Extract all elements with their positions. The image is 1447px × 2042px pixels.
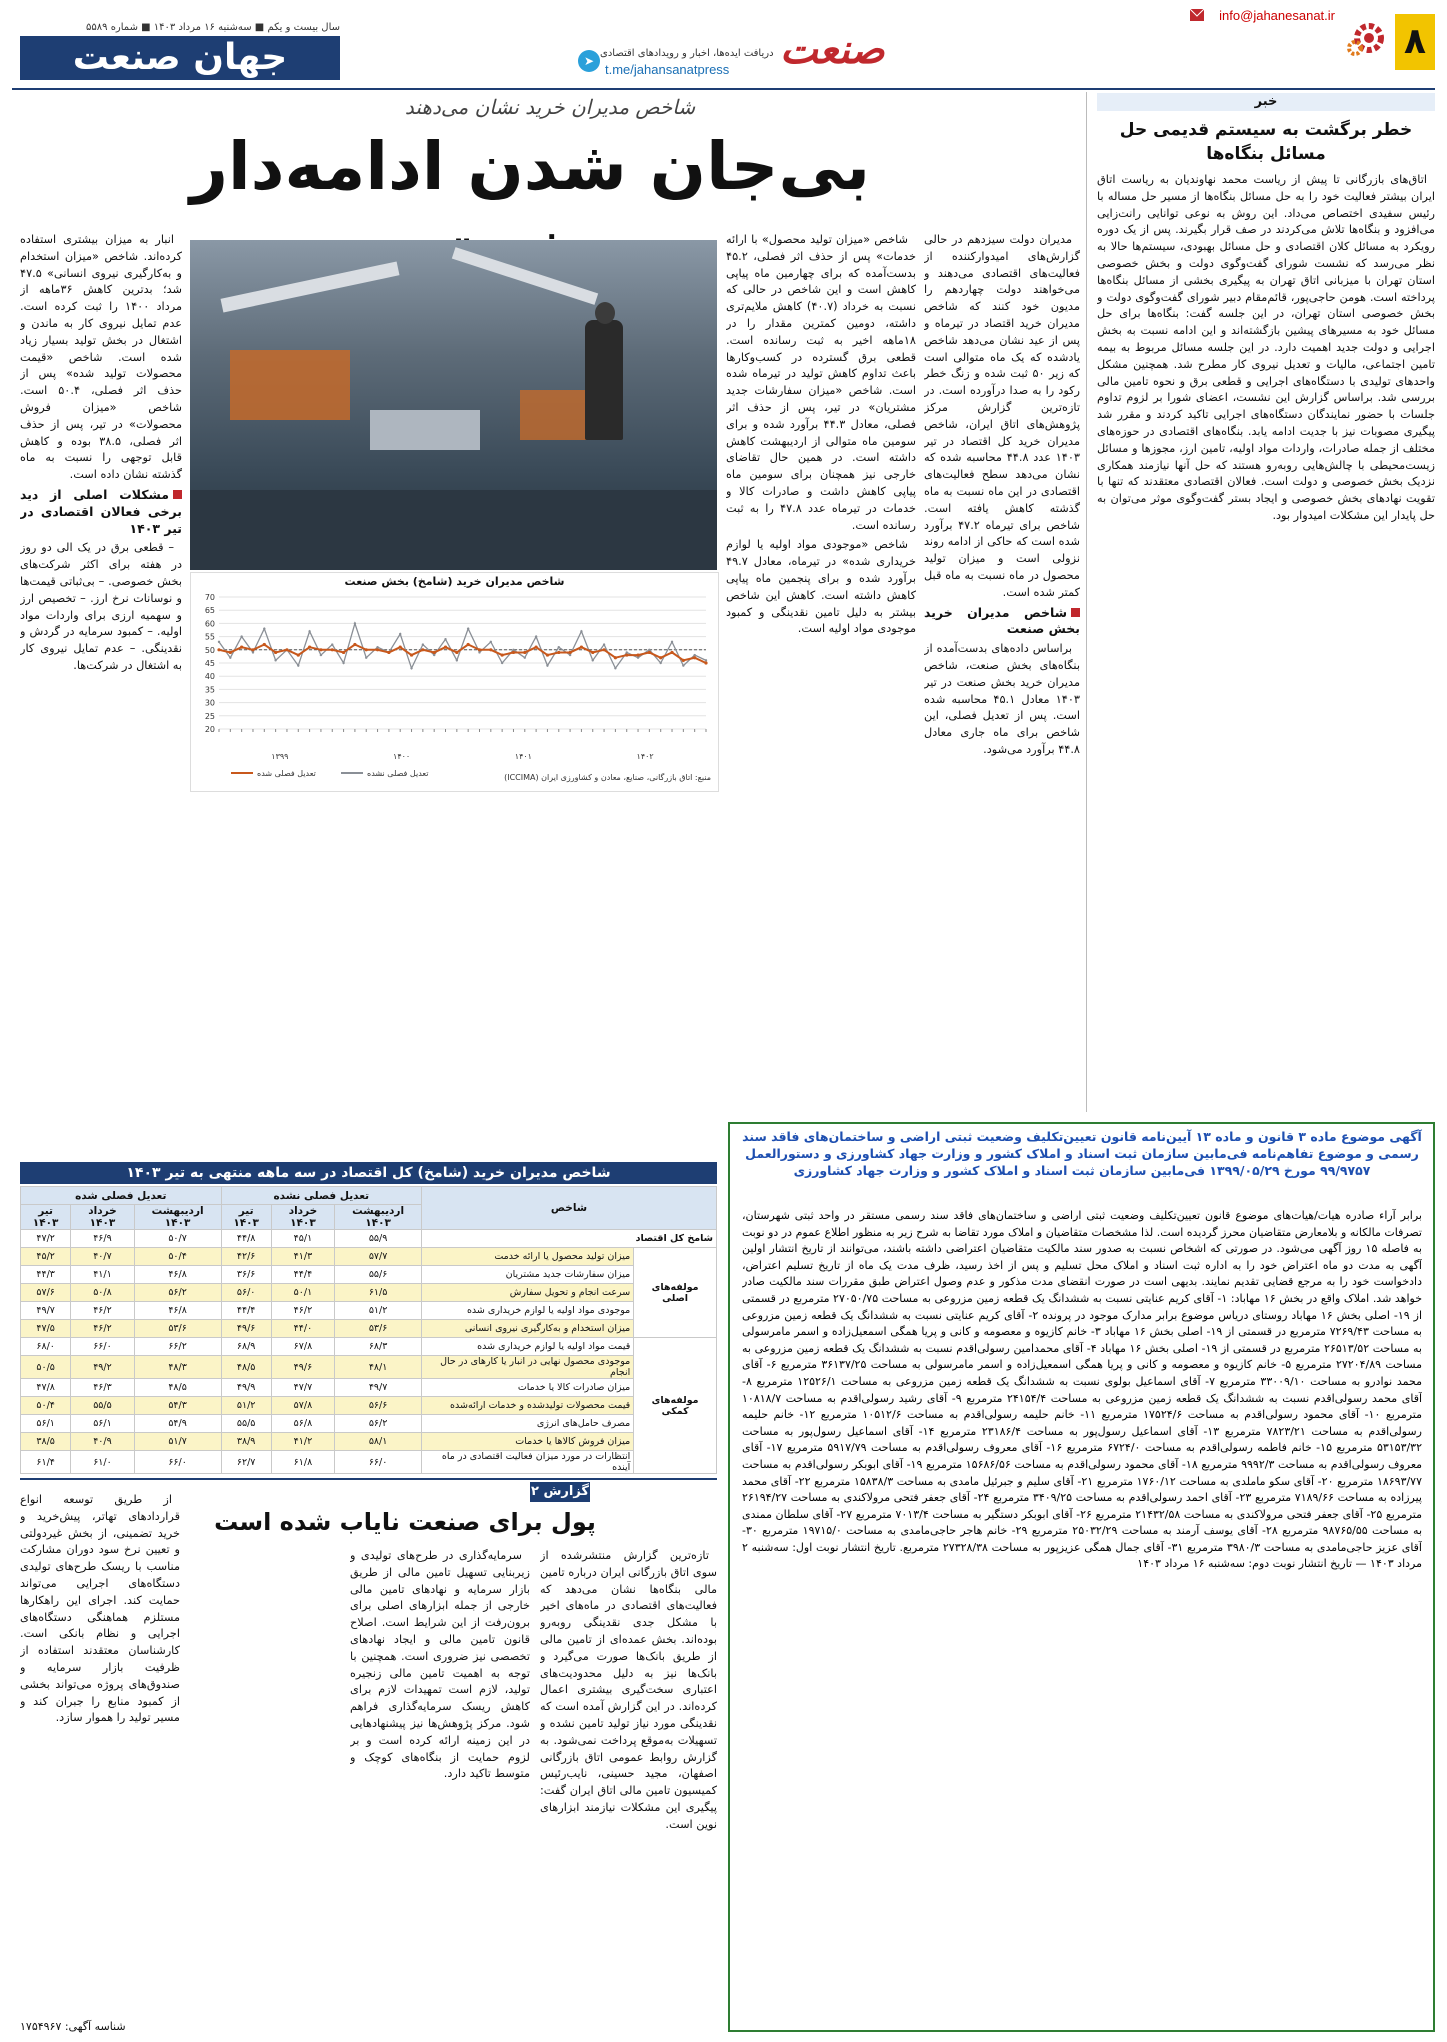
table-cell: ۵۴/۳ (134, 1397, 221, 1415)
series-line (219, 623, 706, 668)
data-point (444, 638, 446, 640)
data-point (512, 649, 514, 651)
table-header-month: تیر ۱۴۰۳ (221, 1205, 271, 1230)
y-tick-label: 30 (204, 698, 215, 708)
table-header-index: شاخص (422, 1187, 717, 1230)
data-point (648, 651, 651, 654)
table-row-label: سرعت انجام و تحویل سفارش (422, 1284, 634, 1302)
table-cell: ۴۵/۱ (271, 1230, 334, 1248)
pmi-table (20, 1186, 717, 1474)
table-cell: ۴۹/۷ (335, 1379, 422, 1397)
data-point (342, 662, 344, 664)
legal-notice-body: برابر آراء صادره هیات/هیات‌های موضوع قانون تعیین‌تکلیف وضعیت ثبتی اراضی و ساختمان‌های فاقد سند رسمی مستقر در واحد ثبتی شهرستان، تصرفات مالکانه و بلامعارض متقاضیان محرز گردیده است. لذا مشخصات متقاضیان و املاک مورد تقاضا به شرح زیر به منظور اطلاع عموم در دو نوبت به فاصله ۱۵ روز آگهی می‌شود. در صورتی که اشخاص نسبت به صدور سند مالکیت متقاضیان اعتراضی داشته باشند، می‌توانند از تاریخ انتشار اولین آگهی به مدت دو ماه اعتراض خود را به اداره ثبت اسناد و املاک محل تسلیم و پس از اخذ رسید، ظرف مدت یک ماه از تاریخ تسلیم اعتراض، دادخواست خود را به مرجع قضایی تقدیم نمایند. بدیهی است در صورت انقضای مدت مذکور و عدم وصول اعتراض طبق مقررات سند مالکیت صادر خواهد شد. املاک واقع در بخش ۱۶ مهاباد: ۱- آقای کریم عنایتی نسبت به ششدانگ یک قطعه زمین مزروعی به مساحت ۲۷۰۵۰/۷۵ مترمربع در قسمتی از ۱۹- اصلی بخش ۱۶ مهاباد روستای دریاس موضوع برابر مدارک موجود در پرونده ۲- آقای کریم عنایتی نسبت به ششدانگ یک قطعه زمین مزروعی به مساحت ۷۲۶۹/۴۳ مترمربع در قسمتی از ۱۹- اصلی بخش ۱۶ مهاباد ۳- خانم کازیوه و معصومه و کانی و پریا همگی اسمعیل‌زاده و اسمر مامرسولی به مساحت ۲۶۵۱۳/۵۲ مترمربع در قسمتی از ۱۹- اصلی بخش ۱۶ مهاباد ۴- آقای محمدامین رسولی‌اقدم نسبت به ششدانگ یک قطعه زمین مزروعی به مساحت ۲۷۲۰۴/۸۹ مترمربع ۵- خانم کازیوه و معصومه و کانی و پریا همگی اسمعیل‌زاده و اسمر مامرسولی به مساحت ۳۶۱۳۷/۲۵ مترمربع ۶- آقای محمد نوادرو به مساحت ۳۳۰۰۹/۱۰ مترمربع ۷- آقای اسماعیل بولوی نسبت به ششدانگ یک قطعه زمین مزروعی به مساحت ۱۲۵۲۶/۱ مترمربع ۸- آقای محمد رسولی‌اقدم نسبت به ششدانگ یک قطعه زمین مزروعی به مساحت ۲۴۱۵۴/۴ مترمربع ۹- آقای رشید رسولی‌اقدم به مساحت ۱۰۸۱۸/۷ مترمربع ۱۰- آقای محمود رسولی‌اقدم به مساحت ۱۷۵۲۴/۶ مترمربع ۱۱- خانم حلیمه رسولی‌اقدم به مساحت ۱۰۵۱۲/۶ مترمربع ۱۲- خانم حلیمه رسولی‌اقدم به مساحت ۷۸۲۳/۲۱ مترمربع ۱۳- آقای اسماعیل رسول‌پور به مساحت ۲۳۱۸۶/۴ مترمربع ۱۴- آقای اسماعیل رسول‌پور به مساحت ۵۳۱۵۳/۳۲ مترمربع ۱۵- خانم فاطمه رسولی‌اقدم به مساحت ۶۷۲۴/۰ مترمربع ۱۶- آقای معروف رسولی‌اقدم به مساحت ۵۹۱۷/۷۹ مترمربع ۱۷- آقای معروف رسولی‌اقدم به مساحت ۹۹۹۲/۳ مترمربع ۱۸- آقای محمود رسولی‌اقدم به مساحت ۱۵۶۸۶/۵۶ مترمربع ۱۹- آقای ابوبکر رسولی‌اقدم به مساحت ۱۸۶۹۳/۷۷ مترمربع ۲۰- آقای سکو ماملدی به مساحت ۱۷۶۰/۱۲ مترمربع ۲۱- آقای سلیم و جبرئیل مامدی به مساحت ۱۵۸۳۸/۳ مترمربع ۲۲- آقای محمد پیرزاده به مساحت ۷۱۸۹/۶۶ مترمربع ۲۳- آقای احمد رسولی‌اقدم به مساحت ۳۴۰۹/۲۵ مترمربع ۲۴- آقای جعفر فتحی مرولاکندی به مساحت ۲۶۱۹۴/۲۷ مترمربع ۲۵- آقای جعفر فتحی مرولاکندی به مساحت ۲۱۴۳۲/۵۸ مترمربع ۲۶- آقای ابوبکر دستگیر به مساحت ۷۰۱۳/۴ مترمربع ۲۷- آقای سلطان ممندی به مساحت ۹۸۷۶۵/۵۵ مترمربع ۲۸- آقای یوسف آرمند به مساحت ۲۵۰۳۲/۲۹ مترمربع ۲۹- خانم هاجر حاجی‌مامدی به مساحت ۱۹۷۱۵/۰ مترمربع ۳۰- آقای عزیز حاجی‌مامدی به مساحت ۳۹۸۰/۳ مترمربع ۳۱- آقای جمال همگی عزیزپور به مساحت ۲۷۳۲۸/۳۸ مترمربع. تاریخ انتشار نوبت اول: سه‌شنبه ۲ مرداد ۱۴۰۳ — تاریخ انتشار نوبت دوم: سه‌شنبه ۱۶ مرداد ۱۴۰۳ (742, 1209, 1422, 1571)
table-cell: ۴۷/۸ (21, 1379, 71, 1397)
table-cell: ۴۸/۱ (335, 1356, 422, 1379)
table-row (21, 1356, 717, 1379)
data-point (274, 651, 277, 654)
table-cell: ۴۰/۷ (71, 1248, 134, 1266)
data-point (592, 659, 594, 661)
data-point (229, 651, 232, 654)
data-point (501, 662, 503, 664)
data-point (636, 653, 639, 656)
x-year-label: ۱۳۹۹ (271, 752, 289, 761)
table-cell: ۴۶/۸ (134, 1266, 221, 1284)
table-row (21, 1338, 717, 1356)
table-cell: ۴۴/۰ (271, 1320, 334, 1338)
report-tag: گزارش ۲ (530, 1482, 590, 1502)
y-tick-label: 40 (204, 672, 215, 682)
data-point (693, 654, 695, 656)
table-cell: ۴۴/۴ (271, 1266, 334, 1284)
table-cell: ۵۰/۴ (134, 1248, 221, 1266)
data-point (456, 659, 458, 661)
data-point (263, 643, 266, 646)
table-cell: ۴۶/۸ (134, 1302, 221, 1320)
data-point (704, 661, 707, 664)
table-cell: ۵۱/۷ (134, 1433, 221, 1451)
issue-date-line: سال بیست و یکم ■ سه‌شنبه ۱۶ مرداد ۱۴۰۳ ■ شماره ۵۵۸۹ (86, 22, 340, 33)
data-point (274, 659, 276, 661)
data-point (614, 656, 617, 659)
data-point (535, 635, 537, 637)
table-header-month: تیر ۱۴۰۳ (21, 1205, 71, 1230)
table-cell: ۴۹/۹ (221, 1379, 271, 1397)
data-point (625, 653, 628, 656)
table-cell: ۴۰/۹ (71, 1433, 134, 1451)
data-point (557, 651, 560, 654)
y-tick-label: 45 (204, 659, 215, 668)
table-cell: ۴۸/۵ (134, 1379, 221, 1397)
data-point (478, 648, 481, 651)
y-tick-label: 20 (204, 725, 215, 734)
table-cell: ۴۷/۷ (271, 1379, 334, 1397)
main-headline: بی‌جان شدن ادامه‌دار (189, 128, 871, 205)
data-point (580, 646, 583, 649)
table-row-label: انتظارات در مورد میزان فعالیت اقتصادی در ماه آینده (422, 1451, 634, 1474)
table-row-label: قیمت مواد اولیه یا لوازم خریداری شده (422, 1338, 634, 1356)
table-row-label: میزان استخدام و به‌کارگیری نیروی انسانی (422, 1320, 634, 1338)
data-point (444, 646, 447, 649)
data-point (478, 651, 480, 653)
table-row-label: میزان سفارشات جدید مشتریان (422, 1266, 634, 1284)
table-cell: ۵۵/۹ (335, 1230, 422, 1248)
data-point (569, 654, 571, 656)
data-point (229, 657, 231, 659)
table-row (21, 1451, 717, 1474)
data-point (353, 643, 356, 646)
x-year-label: ۱۴۰۱ (514, 752, 532, 761)
data-point (523, 651, 526, 654)
table-cell: ۶۱/۸ (271, 1451, 334, 1474)
data-point (365, 657, 367, 659)
table-row-label: میزان تولید محصول یا ارائه خدمت (422, 1248, 634, 1266)
table-cell: ۵۱/۲ (335, 1302, 422, 1320)
legend-label: تعدیل فصلی شده (257, 769, 316, 778)
table-cell: ۶۱/۰ (71, 1451, 134, 1474)
data-point (410, 667, 412, 669)
table-cell: ۵۶/۶ (335, 1397, 422, 1415)
table-cell: ۵۰/۱ (271, 1284, 334, 1302)
y-tick-label: 65 (204, 606, 215, 616)
table-cell: ۴۱/۲ (271, 1433, 334, 1451)
table-cell: ۴۱/۳ (271, 1248, 334, 1266)
table-row-label: قیمت محصولات تولیدشده و خدمات ارائه‌شده (422, 1397, 634, 1415)
report-title: پول برای صنعت نایاب شده است (214, 1508, 596, 1536)
table-cell: ۶۶/۲ (134, 1338, 221, 1356)
data-point (489, 648, 492, 651)
series-line (219, 645, 706, 663)
table-cell: ۴۹/۶ (221, 1320, 271, 1338)
data-point (659, 662, 661, 664)
table-cell: ۴۸/۳ (134, 1356, 221, 1379)
table-row-label: میزان صادرات کالا یا خدمات (422, 1379, 634, 1397)
data-point (218, 641, 220, 643)
data-point (285, 648, 288, 651)
table-cell: ۶۱/۵ (335, 1284, 422, 1302)
data-point (320, 654, 322, 656)
y-tick-label: 55 (204, 632, 215, 642)
data-point (433, 651, 436, 654)
table-header-unadjusted: تعدیل فصلی نشده (221, 1187, 421, 1205)
data-point (399, 646, 402, 649)
data-point (399, 633, 401, 635)
data-point (421, 648, 424, 651)
sidebar-title: خطر برگشت به سیستم قدیمی حل مسائل بنگاه‌ها (1119, 120, 1413, 164)
y-tick-label: 25 (204, 711, 215, 721)
telegram-caption: دریافت ایده‌ها، اخبار و رویدادهای اقتصادی (600, 48, 774, 59)
table-cell: ۵۶/۲ (335, 1415, 422, 1433)
table-cell: ۵۱/۲ (221, 1397, 271, 1415)
y-tick-label: 60 (204, 619, 215, 629)
data-point (342, 651, 345, 654)
table-cell: ۵۷/۶ (21, 1284, 71, 1302)
legal-notice-title: آگهی موضوع ماده ۳ قانون و ماده ۱۳ آیین‌نامه قانون تعیین‌تکلیف وضعیت ثبتی اراضی و ساختمان‌های فاقد سند رسمی و موضوع تفاهم‌نامه فی‌مابین سازمان ثبت اسناد و املاک کشور و وزارت جهاد کشاورزی و دستورالعمل ۹۹/۹۷۵۷ مورخ ۱۳۹۹/۰۵/۲۹ فی‌مابین سازمان ثبت اسناد و املاک کشور و وزارت جهاد کشاورزی (742, 1129, 1422, 1178)
table-group-label: مولفه‌های کمکی (634, 1338, 717, 1474)
page-number: ۸ (1395, 14, 1435, 70)
table-cell: ۴۶/۲ (71, 1320, 134, 1338)
table-cell: ۳۸/۵ (21, 1433, 71, 1451)
table-row (21, 1230, 717, 1248)
table-cell: ۴۷/۵ (21, 1320, 71, 1338)
table-cell: ۶۱/۴ (21, 1451, 71, 1474)
data-point (376, 646, 378, 648)
table-cell: ۶۶/۰ (134, 1451, 221, 1474)
y-tick-label: 70 (204, 593, 215, 602)
table-cell: ۵۰/۴ (21, 1397, 71, 1415)
data-point (455, 651, 458, 654)
table-cell: ۶۸/۳ (335, 1338, 422, 1356)
data-point (297, 664, 299, 666)
data-point (671, 641, 673, 643)
y-tick-label: 35 (204, 685, 215, 695)
y-tick-label: 50 (204, 645, 215, 655)
table-cell: ۴۹/۶ (271, 1356, 334, 1379)
data-point (433, 654, 435, 656)
data-point (331, 643, 333, 645)
table-cell: ۵۶/۸ (271, 1415, 334, 1433)
sidebar-body: اتاق‌های بازرگانی تا پیش از ریاست محمد نهاوندیان به ریاست اتاق ایران بیشتر فعالیت خود را به حل مسائل بنگاه‌ها از مسیر حل مساله با رئیس سفیدی اختصاص می‌داد. این روش به نوعی توانایی رانت‌زایی می‌افزود و بنگاه‌ها تلاش می‌کردند در صف قرار بگیرند. پس از یک دوره رویکرد به مسائل کلان اقتصادی و حل مسائل بهبودی، سیستم‌ها حالا به نظر می‌رسد که نشست شورای گفت‌وگوی دولت و بخش خصوصی استان تهران با میزبانی اتاق تهران به پیگیری بخشی از مسائل بنگاه‌ها پرداخته است. هومن حاجی‌پور، قائم‌مقام دبیر شورای گفت‌وگوی دولت و بخش خصوصی استان تهران، در این جلسه گفت: بنگاه‌ها برای حل مسائل خود به مسیرهای پیشین بازگشته‌اند و این ادامه نسبت به بخش اجرایی و دولت جدید اهمیت دارد. در این جلسه مسائل مربوط به بیمه تامین اجتماعی، مالیات و تعدیل نیروی کار مطرح شد. همچنین مشکل واحدهای تولیدی با دستگاه‌های اجرایی و قطعی برق و نحوه تامین مالی بررسی شد. براساس گزارش این نشست، اعضای شورا بر لزوم تداوم جلسات با حضور نمایندگان دستگاه‌های اجرایی تاکید کردند و مقرر شد پیگیری مصوبات نیز با جدیت ادامه یابد. بنگاه‌های اقتصادی در حوزه‌های مختلف از جمله صادرات، واردات مواد اولیه، تامین ارز، مجوزها و مسائل زیست‌محیطی با چالش‌هایی روبه‌رو هستند که حل آنها نیازمند همکاری نزدیک بخش خصوصی و دولت است. فعالان اقتصادی معتقدند که تنها با تقویت نهادهای بخش خصوصی و ایجاد بستر گفت‌وگوی موثر می‌توان به حل پایدار این مشکلات امیدوار بود. (1097, 173, 1435, 522)
table-row (21, 1433, 717, 1451)
supertitle: شاخص مدیران خرید نشان می‌دهند (404, 95, 696, 119)
chart-plot (191, 589, 718, 789)
table-cell: ۵۶/۱ (21, 1415, 71, 1433)
data-point (614, 667, 616, 669)
table-cell: ۶۸/۹ (221, 1338, 271, 1356)
table-cell: ۳۸/۹ (221, 1433, 271, 1451)
table-row-label: شامخ کل اقتصاد (422, 1230, 717, 1248)
data-point (546, 664, 548, 666)
data-point (558, 646, 560, 648)
data-point (467, 643, 470, 646)
data-point (602, 648, 605, 651)
data-point (580, 630, 582, 632)
table-cell: ۴۶/۲ (271, 1302, 334, 1320)
data-point (354, 622, 356, 624)
pmi-chart (190, 572, 719, 792)
report-col-3: از طریق توسعه انواع قراردادهای تهاتر، پیش‌خرید و خرید تضمینی، از بخش غیردولتی و تعیین نرخ سود دوران مشارکت مناسب با ریسک طرح‌های تولیدی دستگاه‌های اجرایی می‌تواند حمایت کند. اجرای این راهکارها مستلزم هماهنگی دستگاه‌های اجرایی و نظام بانکی است. کارشناسان معتقدند استفاده از ظرفیت بازار سرمایه و صندوق‌های پروژه می‌تواند بخشی از کمبود منابع را جبران کند و مسیر تولید را هموار سازد. (20, 1493, 180, 1725)
table-row (21, 1415, 717, 1433)
table-cell: ۴۶/۹ (71, 1230, 134, 1248)
data-point (512, 651, 515, 654)
table-cell: ۵۵/۵ (221, 1415, 271, 1433)
x-year-label: ۱۴۰۰ (393, 752, 411, 761)
table-cell: ۵۶/۱ (71, 1415, 134, 1433)
table-row (21, 1379, 717, 1397)
table-row (21, 1248, 717, 1266)
telegram-icon: ➤ (578, 50, 600, 72)
table-cell: ۴۸/۵ (221, 1356, 271, 1379)
table-cell: ۵۵/۵ (71, 1397, 134, 1415)
telegram-link[interactable]: t.me/jahansanatpress (605, 62, 730, 77)
table-cell: ۵۰/۷ (134, 1230, 221, 1248)
table-cell: ۵۷/۷ (335, 1248, 422, 1266)
table-cell: ۴۷/۲ (21, 1230, 71, 1248)
report-col-2: سرمایه‌گذاری در طرح‌های تولیدی و زیربنایی تسهیل تامین مالی از طریق بازار سرمایه و نهادهای تامین مالی خارجی از جمله ابزارهای اصلی برای برون‌رفت از این شرایط است. اصلاح قانون تامین مالی و ایجاد نهادهای تخصصی نیز ضروری است. همچنین با توجه به اهمیت تامین مالی زنجیره تولید، لازم است تمهیدات لازم برای کاهش ریسک سرمایه‌گذاری فراهم شود. مرکز پژوهش‌ها نیز پیشنهادهایی در این زمینه ارائه کرده است و بر لزوم حمایت از بنگاه‌های کوچک و متوسط تاکید دارد. (350, 1549, 530, 1781)
data-point (546, 653, 549, 656)
table-cell: ۵۳/۶ (335, 1320, 422, 1338)
table-header-month: خرداد ۱۴۰۳ (71, 1205, 134, 1230)
data-point (387, 651, 390, 654)
data-point (251, 648, 254, 651)
table-row (21, 1397, 717, 1415)
table-row (21, 1266, 717, 1284)
table-row (21, 1284, 717, 1302)
data-point (603, 643, 605, 645)
table-row-label: موجودی مواد اولیه یا لوازم خریداری شده (422, 1302, 634, 1320)
table-title: شاخص مدیران خرید (شامخ) کل اقتصاد در سه ماهه منتهی به تیر ۱۴۰۳ (20, 1162, 717, 1184)
table-row (21, 1302, 717, 1320)
data-point (467, 627, 469, 629)
data-point (331, 648, 334, 651)
article-col-3: انبار به میزان بیشتری استفاده کرده‌اند. شاخص «میزان استخدام و به‌کارگیری نیروی انسانی» ۴۷.۵ شد؛ بدترین کاهش ۳۶ماهه از مرداد ۱۴۰۰ را ثبت کرده است. عدم تمایل نیروی کار به ماندن و اشتغال در بخش تولید بسیار زیاد شده است. شاخص «قیمت محصولات تولید شده» پس از حذف اثر فصلی، ۵۰.۴ است. شاخص «میزان فروش محصولات» در تیر، پس از حذف اثر فصلی، ۳۸.۵ بوده و کاهش قابل توجهی را نسبت به ماه گذشته نشان داده است. مشکلات اصلی از دید برخی فعالان اقتصادی در تیر ۱۴۰۳ – قطعی برق در یک الی دو روز در هفته برای اکثر شرکت‌های بخش خصوصی. – بی‌ثباتی قیمت‌ها و نوسانات نرخ ارز. – تخصیص ارز و سهمیه ارزی برای واردات مواد اولیه. – کمبود سرمایه در گردش و نقدینگی. – عدم تمایل نیروی کار به اشتغال در شرکت‌ها. (20, 233, 182, 672)
table-cell: ۴۴/۴ (221, 1302, 271, 1320)
email-address: info@jahanesanat.ir (1219, 8, 1335, 23)
chart-title: شاخص مدیران خرید (شامخ) بخش صنعت (344, 575, 565, 588)
data-point (535, 646, 538, 649)
table-row-label: مصرف حامل‌های انرژی (422, 1415, 634, 1433)
data-point (410, 653, 413, 656)
table-cell: ۵۶/۰ (221, 1284, 271, 1302)
x-year-label: ۱۴۰۲ (636, 752, 654, 761)
table-cell: ۳۶/۶ (221, 1266, 271, 1284)
data-point (591, 651, 594, 654)
table-cell: ۶۷/۸ (271, 1338, 334, 1356)
newspaper-logo: جهان صنعت (20, 36, 340, 80)
gear-icon (1345, 16, 1389, 60)
data-point (524, 657, 526, 659)
report-col-1: تازه‌ترین گزارش منتشرشده از سوی اتاق بازرگانی ایران درباره تامین مالی بنگاه‌ها نشان می‌دهد که فعالیت‌های اقتصادی در ماه‌های اخیر با مشکل جدی نقدینگی روبه‌رو بوده‌اند. بخش عمده‌ای از تامین مالی از طریق بانک‌ها صورت می‌گیرد و بانک‌ها نیز به دلیل محدودیت‌های اعتباری سخت‌گیری بیشتری اعمال کرده‌اند. در این گزارش آمده است که نقدینگی مورد نیاز تولید تامین نشده و تسهیلات به‌موقع پرداخت نمی‌شود. به گزارش روابط عمومی اتاق بازرگانی اصفهان، مجید حسینی، نایب‌رئیس کمیسیون تامین مالی اتاق ایران گفت: پیگیری این مشکلات نیازمند ابزارهای نوین است. (540, 1549, 717, 1831)
data-point (422, 643, 424, 645)
table-cell: ۴۵/۲ (21, 1248, 71, 1266)
data-point (659, 656, 662, 659)
data-point (626, 651, 628, 653)
table-cell: ۴۶/۲ (71, 1302, 134, 1320)
article-col-2: شاخص «میزان تولید محصول» با ارائه خدمات» پس از حذف اثر فصلی، ۴۵.۲ بدست‌آمده که برای چهارمین ماه پیاپی کاهش است و این شاخص در حالی که نسبت به خرداد (۴۰.۷) کاهش ملایم‌تری داشته، دومین کمترین مقدار را در ۱۸ماهه اخیر به ثبت رسانده است. قطعی برق گسترده در کسب‌وکارها باعث تداوم کاهش تولید در تیرماه شده است. شاخص «میزان سفارشات جدید مشتریان» در تیر، پس از حذف اثر فصلی، معادل ۴۴.۳ برآورد شده و برای سومین ماه متوالی از اردیبهشت کاهش داشته است. در همین حال تقاضای خارجی نیز همچنان برای سومین ماه پیاپی کاهش داشت و صادرات کالا و خدمات در تیرماه عدد ۴۷.۸ را به ثبت رسانده است. شاخص «موجودی مواد اولیه یا لوازم خریداری شده» در تیرماه، معادل ۴۹.۷ برآورد شده و برای پنجمین ماه پیاپی کاهش داشته است. کاهش این شاخص بیشتر به دلیل تامین نقدینگی و کمبود موجودی مواد اولیه است. (726, 233, 916, 636)
table-cell: ۶۶/۰ (71, 1338, 134, 1356)
data-point (252, 651, 254, 653)
table-cell: ۴۹/۲ (71, 1356, 134, 1379)
table-cell: ۵۳/۶ (134, 1320, 221, 1338)
data-point (682, 664, 684, 666)
table-cell: ۴۲/۶ (221, 1248, 271, 1266)
factory-photo (190, 240, 717, 570)
data-point (670, 651, 673, 654)
table-header-month: اردیبهشت ۱۴۰۳ (335, 1205, 422, 1230)
legend-label: تعدیل فصلی نشده (367, 769, 429, 778)
data-point (637, 657, 639, 659)
data-point (501, 653, 504, 656)
table-header-adjusted: تعدیل فصلی شده (21, 1187, 222, 1205)
data-point (376, 648, 379, 651)
table-cell: ۵۶/۲ (134, 1284, 221, 1302)
table-cell: ۴۱/۱ (71, 1266, 134, 1284)
table-row-label: موجودی محصول نهایی در انبار یا کارهای در حال انجام (422, 1356, 634, 1379)
mail-icon (1189, 8, 1205, 22)
table-cell: ۶۸/۰ (21, 1338, 71, 1356)
notice-id: شناسه آگهی: ۱۷۵۴۹۶۷ (20, 2020, 126, 2033)
data-point (568, 651, 571, 654)
table-cell: ۶۲/۷ (221, 1451, 271, 1474)
table-cell: ۴۴/۸ (221, 1230, 271, 1248)
news-tag: خبر (1097, 93, 1435, 111)
data-point (648, 649, 650, 651)
table-cell: ۴۴/۳ (21, 1266, 71, 1284)
table-cell: ۵۰/۸ (71, 1284, 134, 1302)
table-group-label: مولفه‌های اصلی (634, 1248, 717, 1338)
table-cell: ۴۶/۳ (71, 1379, 134, 1397)
table-cell: ۵۴/۹ (134, 1415, 221, 1433)
table-cell: ۵۰/۵ (21, 1356, 71, 1379)
table-header-month: خرداد ۱۴۰۳ (271, 1205, 334, 1230)
data-point (240, 635, 242, 637)
table-row-label: میزان فروش کالاها یا خدمات (422, 1433, 634, 1451)
data-point (308, 646, 311, 649)
chart-source: منبع: اتاق بازرگانی، صنایع، معادن و کشاورزی ایران (ICCIMA) (504, 773, 711, 782)
table-cell: ۶۶/۰ (335, 1451, 422, 1474)
data-point (705, 659, 707, 661)
table-row (21, 1320, 717, 1338)
section-title: صنعت (780, 26, 885, 73)
table-cell: ۵۷/۸ (271, 1397, 334, 1415)
data-point (682, 659, 685, 662)
data-point (365, 648, 368, 651)
article-col-1: مدیران دولت سیزدهم در حالی گزارش‌های امیدوارکننده از فعالیت‌های اقتصادی می‌دهند و می‌خواهند دولت چهاردهم را مدیون خود کنند که شاخص مدیران خرید اقتصاد در تیرماه و پس از عید نشان می‌دهد شاخص یادشده که یک ماه متوالی است که زیر ۵۰ ثبت شده و زنگ خطر رکود را به صدا درآورده است. در تازه‌ترین گزارش مرکز پژوهش‌های اتاق ایران، شاخص مدیران خرید کل اقتصاد در تیر ۱۴۰۳ عدد ۴۴.۸ محاسبه شده که نشان می‌دهد سطح فعالیت‌های اقتصادی در این ماه نسبت به ماه گذشته کاهش یافته است. شاخص برای تیرماه ۴۷.۲ برآورد شده است که حاکی از ادامه روند نزولی است و میزان تولید محصول در ماه نسبت به ماه قبل کمتر شده است. شاخص مدیران خرید بخش صنعت براساس داده‌های بدست‌آمده از بنگاه‌های بخش صنعت، شاخص مدیران خرید بخش صنعت در تیر ۱۴۰۳ معادل ۴۵.۱ محاسبه شده است. پس از تعدیل فصلی، این شاخص برای ماه جاری معادل ۴۴.۸ برآورد می‌شود. (924, 233, 1080, 756)
table-header-month: اردیبهشت ۱۴۰۳ (134, 1205, 221, 1230)
table-cell: ۵۸/۱ (335, 1433, 422, 1451)
data-point (308, 630, 310, 632)
data-point (297, 653, 300, 656)
data-point (240, 646, 243, 649)
data-point (217, 648, 220, 651)
table-cell: ۵۵/۶ (335, 1266, 422, 1284)
data-point (263, 627, 265, 629)
table-cell: ۴۹/۷ (21, 1302, 71, 1320)
data-point (319, 648, 322, 651)
data-point (693, 656, 696, 659)
data-point (490, 641, 492, 643)
